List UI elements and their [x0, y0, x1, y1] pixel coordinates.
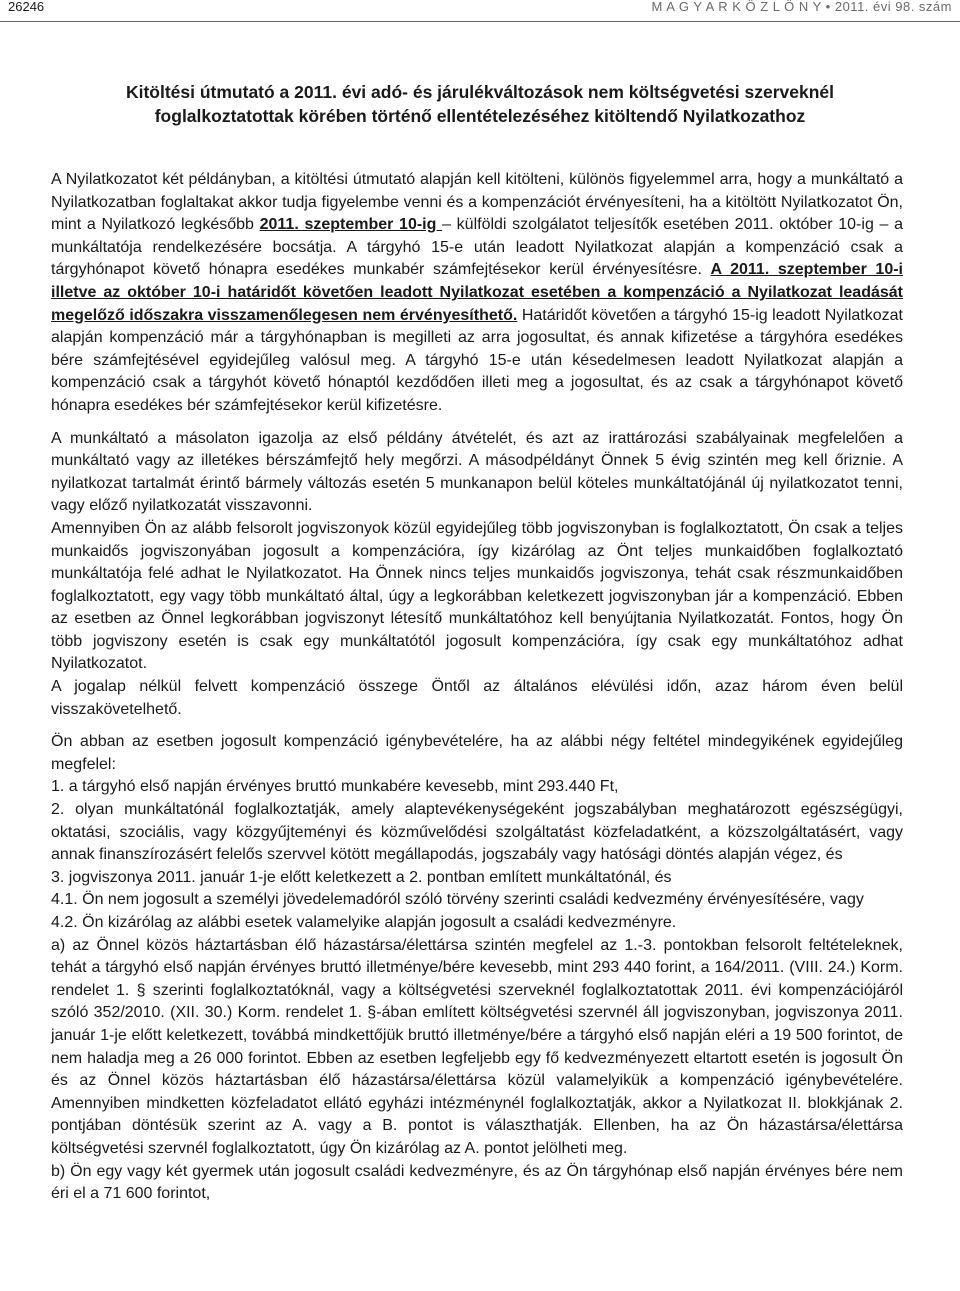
deadline-warning: A 2011. szeptember 10-i illetve az október 10-i határidőt követően leadott Nyilatkozat esetében a kompenzáció a Nyilatkozat leadását megelőző időszakra visszamenőlegesen nem érvényesíthető.: [51, 261, 904, 324]
paragraph-conditions-intro: Ön abban az esetben jogosult kompenzáció igénybevételére, ha az alábbi négy feltétel mindegyikének egyidejűleg megfelel:: [51, 733, 903, 773]
header-rule: [0, 21, 960, 22]
condition-1: 1. a tárgyhó első napján érvényes bruttó munkabére kevesebb, mint 293.440 Ft,: [51, 778, 619, 796]
case-a: a) az Önnel közös háztartásban élő házastársa/élettársa szintén megfelel az 1.-3. pontokban felsorolt feltételeknek, tehát a tárgyhó első napján érvényes bruttó illetménye/bére kevesebb, mint 293 440 forint, a 164/2011. (VIII. 24.) Korm. rendelet 1. § szerinti foglalkoztatóknál, vagy a költségvetési szerveknél foglalkoztatottak 2011. évi kompenzációjáról szóló 352/2010. (XII. 30.) Korm. rendelet 1. §-ában említett költségvetési szervnél áll jogviszonyban, jogviszonya 2011. január 1-je előtt keletkezett, továbbá mindkettőjük bruttó illetménye/bére a tárgyhó első napján eléri a 19 500 forintot, de nem haladja meg a 26 000 forintot. Ebben az esetben legfeljebb egy fő kedvezményezett eltartott esetén is jogosult Ön és az Önnel közös háztartásban élő házastársa/élettársa közül valamelyikük a kompenzáció igénybevételére. Amennyiben mindketten közfeladatot ellátó egyházi intézménynél foglalkoztatják, akkor a Nyilatkozat II. blokkjának 2. pontjában döntésük szerint az A. vagy a B. pontot is választhatják. Ellenben, ha az Ön házastársa/élettársa költségvetési szervnél foglalkoztatott, úgy Ön kizárólag az A. pontot jelölheti meg.: [51, 936, 903, 1157]
paragraph-deadline: [51, 169, 903, 418]
text-run: – külföldi szolgálatot teljesítők esetében 2011. október 10-ig – a munkáltatója rendelkezésére bocsátja. A tárgyhó 15-e után leadott Nyilatkozat alapján a kompenzáció csak a tárgyhónapot követő hónapra esedékes munkabér számfejtésekor kerül érvényesítésre.: [51, 216, 904, 279]
page-header: [0, 0, 960, 22]
condition-2: 2. olyan munkáltatónál foglalkoztatják, amely alaptevékenységeként jogszabályban meghatározott egészségügyi, oktatási, szociális, vagy közgyűjteményi és közművelődési szolgáltatást közfeladatként, a közszolgáltatásért, vagy annak finanszírozásért felelős szervvel kötött megállapodás, jogszabály vagy hatósági döntés alapján végez, és: [51, 801, 903, 864]
case-b: b) Ön egy vagy két gyermek után jogosult családi kedvezményre, és az Ön tárgyhónap első napján érvényes bére nem éri el a 71 600 forintot,: [51, 1162, 903, 1203]
deadline-highlight: 2011. szeptember 10-ig: [259, 216, 443, 234]
title-line-1: Kitöltési útmutató a 2011. évi adó- és járulékváltozások nem költségvetési szerveknél: [125, 82, 835, 102]
page-number: 26246: [8, 0, 45, 14]
condition-4-2: 4.2. Ön kizárólag az alábbi esetek valamelyike alapján jogosult a családi kedvezményre.: [51, 914, 677, 931]
paragraph-copies: A munkáltató a másolaton igazolja az első példány átvételét, és azt az irattározási szabályainak megfelelően a munkáltató vagy az illetékes bérszámfejtő hely megőrzi. A másodpéldányt Önnek 5 évig szintén meg kell őriznie. A nyilatkozat tartalmát érintő bármely változás esetén 5 munkanapon belül köteles munkáltatójánál új nyilatkozatot tenni, vagy előző nyilatkozatát visszavonni.: [51, 429, 903, 515]
paragraph-multiple-jobs: Amennyiben Ön az alább felsorolt jogviszonyok közül egyidejűleg több jogviszonyban is foglalkoztatott, Ön csak a teljes munkaidős jogviszonyában jogosult a kompenzációra, így kizárólag az Önt teljes munkaidőben foglalkoztató munkáltatója felé adhat le Nyilatkozatot. Ha Önnek nincs teljes munkaidős jogviszonya, tehát csak részmunkaidőben foglalkoztatott, egy vagy több munkáltató által, úgy a legkorábban keletkezett jogviszonyban jár a kompenzáció. Ebben az esetben az Önnel legkorábban jogviszonyt létesítő munkáltatóhoz kell benyújtania Nyilatkozatát. Fontos, hogy Ön több jogviszony esetén is csak egy munkáltatótól jogosult kompenzációra, így csak egy munkáltatóhoz adhat Nyilatkozatot.: [51, 519, 903, 673]
condition-3: 3. jogviszonya 2011. január 1-je előtt keletkezett a 2. pontban említett munkáltatónál, és: [51, 868, 672, 886]
text-run: A Nyilatkozatot két példányban, a kitöltési útmutató alapján kell kitölteni, különös figyelemmel arra, hogy a munkáltató a Nyilatkozatban foglaltakat akkor tudja figyelembe venni és a kompenzációt érvényesíteni, ha a kitöltött Nyilatkozatot Ön, mint a Nyilatkozó legkésőbb: [51, 171, 903, 234]
paragraph-reclaim: A jogalap nélkül felvett kompenzáció összege Öntől az általános elévülési időn, azaz három éven belül visszakövetelhető.: [51, 678, 903, 718]
journal-name: M A G Y A R K Ö Z L Ö N Y • 2011. évi 98. szám: [651, 0, 952, 14]
document-body: [51, 169, 903, 1206]
text-run: Határidőt követően a tárgyhó 15-ig leadott Nyilatkozat alapján kompenzáció már a tárgyhónapban is megilleti az arra jogosultat, és annak kifizetése a tárgyhóra esedékes bére számfejtésével egyidejűleg valósul meg. A tárgyhó 15-e után késedelmesen leadott Nyilatkozat alapján a kompenzáció csak a tárgyhót követő hónaptól kezdődően illeti meg a jogosultat, és az csak a tárgyhónapot követő hónapra esedékes bér számfejtésekor kerül kifizetésre.: [51, 306, 903, 414]
condition-4-1: 4.1. Ön nem jogosult a személyi jövedelemadóról szóló törvény szerinti családi kedvezmény érvényesítésére, vagy: [51, 891, 864, 909]
document-title: [40, 80, 920, 128]
title-line-2: foglalkoztatottak körében történő ellentételezéséhez kitöltendő Nyilatkozathoz: [154, 106, 806, 126]
